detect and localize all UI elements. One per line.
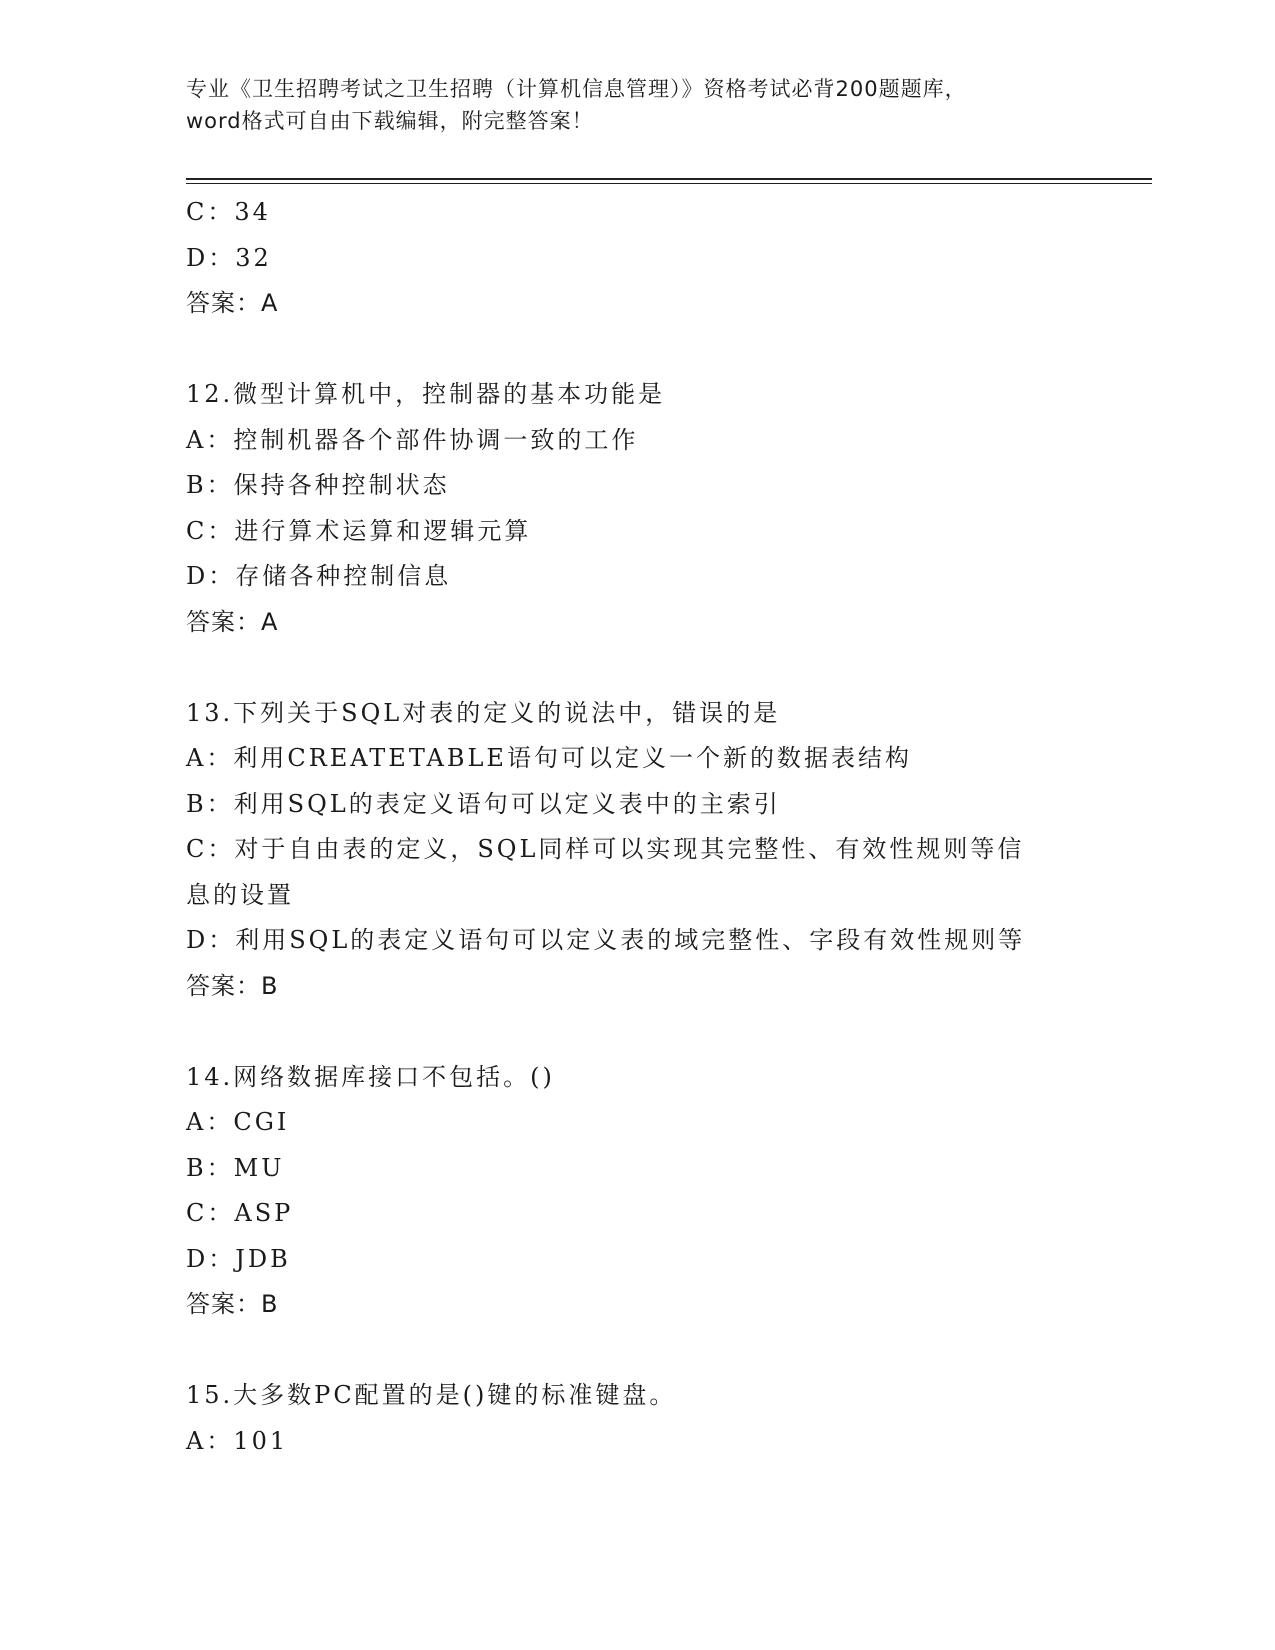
option-d: D：JDB — [186, 1244, 291, 1273]
option-a: A：101 — [186, 1426, 289, 1455]
option-c: C：34 — [186, 198, 271, 226]
option-c-line-2: 息的设置 — [186, 880, 294, 909]
question-15 — [186, 1373, 1086, 1464]
header-title-line-2: word格式可自由下载编辑，附完整答案！ — [186, 109, 594, 133]
option-d: D：32 — [186, 243, 272, 272]
question-14 — [186, 1055, 1086, 1328]
option-b: B：保持各种控制状态 — [186, 471, 450, 499]
header-rule-thin — [186, 183, 1152, 184]
option-c: C：ASP — [186, 1199, 294, 1227]
option-c: C：进行算术运算和逻辑元算 — [186, 516, 532, 545]
question-11-tail — [186, 190, 1086, 327]
option-d: D：利用SQL的表定义语句可以定义表的域完整性、字段有效性规则等 — [186, 926, 1026, 954]
option-a: A：利用CREATETABLE语句可以定义一个新的数据表结构 — [186, 744, 912, 772]
document-header — [186, 73, 1086, 137]
answer: 答案：A — [186, 289, 279, 317]
header-title-line-1: 专业《卫生招聘考试之卫生招聘（计算机信息管理）》资格考试必背200题题库， — [186, 77, 967, 101]
question-text: 12.微型计算机中，控制器的基本功能是 — [186, 380, 666, 408]
option-a: A：控制机器各个部件协调一致的工作 — [186, 425, 639, 454]
answer: 答案：A — [186, 607, 279, 636]
question-12 — [186, 372, 1086, 645]
header-rule-thick — [186, 178, 1152, 180]
document-body — [186, 190, 1086, 1464]
question-text: 14.网络数据库接口不包括。() — [186, 1062, 555, 1091]
option-b: B：利用SQL的表定义语句可以定义表中的主索引 — [186, 789, 781, 818]
question-text: 15.大多数PC配置的是()键的标准键盘。 — [186, 1381, 677, 1409]
option-a: A：CGI — [186, 1108, 290, 1136]
option-d: D：存储各种控制信息 — [186, 562, 452, 590]
answer: 答案：B — [186, 1290, 279, 1318]
question-13 — [186, 691, 1086, 1010]
question-text: 13.下列关于SQL对表的定义的说法中，错误的是 — [186, 698, 781, 727]
option-c-line-1: C：对于自由表的定义，SQL同样可以实现其完整性、有效性规则等信 — [186, 835, 1025, 863]
answer: 答案：B — [186, 971, 279, 1000]
option-b: B：MU — [186, 1153, 285, 1182]
